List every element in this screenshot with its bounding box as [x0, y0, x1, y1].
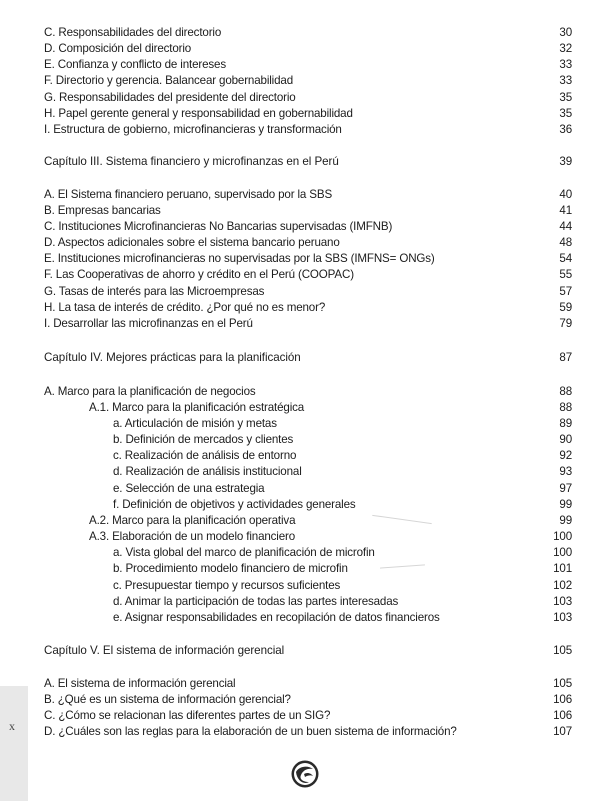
toc-entry-title: G. Responsabilidades del presidente del directorio — [44, 91, 296, 104]
toc-entry-page: 103 — [553, 611, 572, 624]
toc-entry-title: d. Realización de análisis institucional — [113, 465, 302, 478]
toc-entry-title: F. Las Cooperativas de ahorro y crédito en el Perú (COOPAC) — [44, 268, 354, 281]
toc-entry-title: D. Composición del directorio — [44, 42, 192, 55]
toc-entry — [0, 90, 600, 106]
toc-entry-page: 107 — [553, 725, 572, 738]
toc-subentry — [0, 529, 600, 545]
toc-entry-title: f. Definición de objetivos y actividades generales — [113, 498, 356, 511]
toc-entry-page: 57 — [559, 285, 572, 298]
toc-subentry — [0, 400, 600, 416]
toc-entry — [0, 73, 600, 89]
toc-chapter-title: Capítulo V. El sistema de información gerencial — [44, 644, 285, 657]
toc-entry-title: a. Vista global del marco de planificación de microfin — [113, 546, 375, 559]
toc-entry-page: 79 — [559, 317, 572, 330]
toc-entry-title: D. ¿Cuáles son las reglas para la elaboración de un buen sistema de información? — [44, 725, 457, 738]
toc-entry-title: C. ¿Cómo se relacionan las diferentes partes de un SIG? — [44, 709, 331, 722]
toc-chapter-title: Capítulo III. Sistema financiero y microfinanzas en el Perú — [44, 155, 339, 168]
toc-entry-title: A. El Sistema financiero peruano, supervisado por la SBS — [44, 188, 333, 201]
toc-item — [0, 432, 600, 448]
toc-entry — [0, 187, 600, 203]
toc-item — [0, 545, 600, 561]
toc-entry-page: 106 — [553, 709, 572, 722]
toc-entry-title: b. Definición de mercados y clientes — [113, 433, 294, 446]
globe-seal-icon — [290, 759, 320, 794]
toc-entry-page: 55 — [559, 268, 572, 281]
toc-entry-page: 89 — [559, 417, 572, 430]
toc-entry-title: e. Asignar responsabilidades en recopilación de datos financieros — [113, 611, 440, 624]
toc-entry-title: A.2. Marco para la planificación operativa — [89, 514, 296, 527]
toc-entry-title: C. Instituciones Microfinancieras No Bancarias supervisadas (IMFNB) — [44, 220, 393, 233]
toc-entry — [0, 122, 600, 138]
toc-entry-page: 92 — [559, 449, 572, 462]
toc-entry — [0, 267, 600, 283]
toc-entry-title: e. Selección de una estrategia — [113, 482, 265, 495]
toc-item — [0, 448, 600, 464]
toc-entry-page: 88 — [559, 385, 572, 398]
toc-entry — [0, 203, 600, 219]
toc-entry-page: 32 — [559, 42, 572, 55]
toc-entry-title: E. Confianza y conflicto de intereses — [44, 58, 226, 71]
toc-entry — [0, 251, 600, 267]
toc-entry-title: c. Presupuestar tiempo y recursos suficientes — [113, 579, 341, 592]
toc-entry-title: B. ¿Qué es un sistema de información gerencial? — [44, 693, 291, 706]
toc-item — [0, 594, 600, 610]
toc-entry-title: A.1. Marco para la planificación estratégica — [89, 401, 305, 414]
toc-entry-title: E. Instituciones microfinancieras no supervisadas por la SBS (IMFNS= ONGs) — [44, 252, 435, 265]
toc-chapter-page: 105 — [553, 644, 572, 657]
toc-entry-page: 100 — [553, 530, 572, 543]
toc-entry-title: A. Marco para la planificación de negocios — [44, 385, 256, 398]
toc-entry-page: 30 — [559, 26, 572, 39]
toc-entry-title: H. La tasa de interés de crédito. ¿Por qué no es menor? — [44, 301, 326, 314]
toc-entry-title: A. El sistema de información gerencial — [44, 677, 236, 690]
toc-chapter-page: 87 — [559, 351, 572, 364]
toc-item — [0, 497, 600, 513]
toc-entry-page: 59 — [559, 301, 572, 314]
toc-entry-page: 99 — [559, 498, 572, 511]
toc-entry — [0, 41, 600, 57]
toc-item — [0, 610, 600, 626]
toc-chapter-heading — [0, 154, 600, 170]
toc-entry-page: 40 — [559, 188, 572, 201]
toc-entry-page: 44 — [559, 220, 572, 233]
toc-entry-page: 48 — [559, 236, 572, 249]
toc-entry — [0, 676, 600, 692]
toc-entry — [0, 284, 600, 300]
toc-entry — [0, 708, 600, 724]
toc-entry-page: 93 — [559, 465, 572, 478]
page-margin-strip — [0, 686, 28, 801]
toc-entry-title: A.3. Elaboración de un modelo financiero — [89, 530, 296, 543]
toc-entry — [0, 384, 600, 400]
toc-entry-title: c. Realización de análisis de entorno — [113, 449, 297, 462]
toc-chapter-heading — [0, 643, 600, 659]
toc-entry — [0, 692, 600, 708]
toc-entry — [0, 724, 600, 740]
toc-entry-page: 33 — [559, 58, 572, 71]
toc-subentry — [0, 513, 600, 529]
toc-entry-title: d. Animar la participación de todas las partes interesadas — [113, 595, 399, 608]
toc-entry — [0, 235, 600, 251]
toc-entry-title: B. Empresas bancarias — [44, 204, 161, 217]
toc-entry-page: 106 — [553, 693, 572, 706]
toc-entry — [0, 25, 600, 41]
toc-entry-title: b. Procedimiento modelo financiero de microfin — [113, 562, 348, 575]
toc-entry-page: 54 — [559, 252, 572, 265]
toc-item — [0, 578, 600, 594]
toc-entry-title: I. Estructura de gobierno, microfinancieras y transformación — [44, 123, 342, 136]
toc-chapter-heading — [0, 350, 600, 366]
toc-entry-title: D. Aspectos adicionales sobre el sistema bancario peruano — [44, 236, 340, 249]
toc-entry-page: 97 — [559, 482, 572, 495]
toc-entry-page: 35 — [559, 91, 572, 104]
toc-entry-page: 88 — [559, 401, 572, 414]
toc-item — [0, 481, 600, 497]
toc-entry-page: 41 — [559, 204, 572, 217]
toc-item — [0, 561, 600, 577]
toc-entry — [0, 106, 600, 122]
toc-entry-title: F. Directorio y gerencia. Balancear gobernabilidad — [44, 74, 293, 87]
toc-entry-page: 102 — [553, 579, 572, 592]
toc-entry-title: I. Desarrollar las microfinanzas en el Perú — [44, 317, 253, 330]
toc-entry-page: 100 — [553, 546, 572, 559]
toc-entry-page: 103 — [553, 595, 572, 608]
toc-entry-title: H. Papel gerente general y responsabilidad en gobernabilidad — [44, 107, 353, 120]
toc-entry-page: 101 — [553, 562, 572, 575]
toc-entry-page: 33 — [559, 74, 572, 87]
toc-entry-title: C. Responsabilidades del directorio — [44, 26, 222, 39]
toc-chapter-title: Capítulo IV. Mejores prácticas para la planificación — [44, 351, 301, 364]
toc-item — [0, 416, 600, 432]
toc-entry-page: 105 — [553, 677, 572, 690]
toc-entry — [0, 300, 600, 316]
toc-entry — [0, 219, 600, 235]
toc-entry-page: 90 — [559, 433, 572, 446]
toc-entry-title: G. Tasas de interés para las Microempresas — [44, 285, 265, 298]
page-number-roman: x — [9, 719, 15, 733]
toc-entry-page: 35 — [559, 107, 572, 120]
toc-entry-page: 36 — [559, 123, 572, 136]
toc-chapter-page: 39 — [559, 155, 572, 168]
toc-entry-title: a. Articulación de misión y metas — [113, 417, 277, 430]
toc-item — [0, 464, 600, 480]
toc-entry-page: 99 — [559, 514, 572, 527]
toc-entry — [0, 57, 600, 73]
toc-entry — [0, 316, 600, 332]
